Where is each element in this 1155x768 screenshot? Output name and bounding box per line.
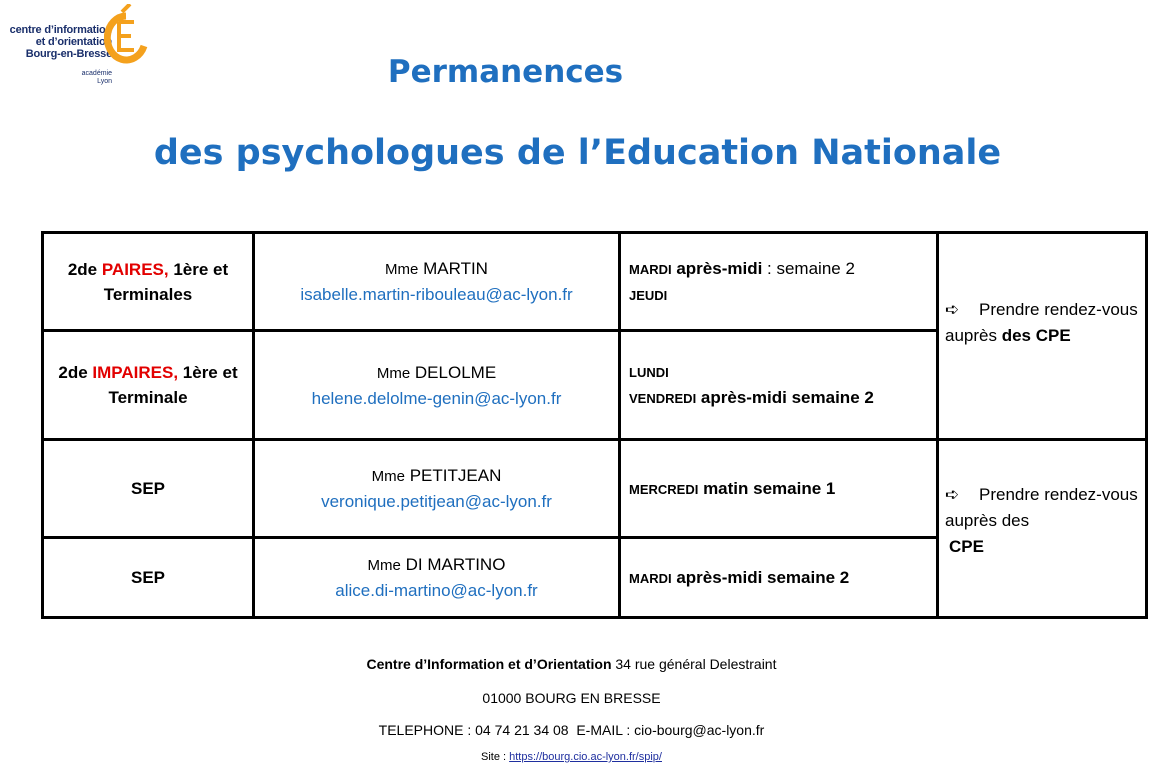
level-suffix: 1ère et Terminale: [108, 363, 238, 407]
rdv-cpe: des CPE: [1001, 326, 1071, 345]
schedule-day: MARDI: [629, 261, 672, 277]
level-prefix: 2de: [67, 259, 102, 279]
logo-line-3: Bourg-en-Bresse: [25, 48, 112, 60]
schedule-cell-2: [618, 329, 939, 441]
schedule-day: LUNDI: [629, 365, 669, 380]
level-cell-3: [41, 438, 255, 539]
level-prefix: 2de: [58, 363, 93, 382]
schedule-cell-4: [618, 536, 939, 619]
schedule-line: [629, 256, 855, 282]
civility: Mme: [367, 557, 401, 574]
surname: DI MARTINO: [405, 555, 506, 574]
psy-name: [372, 463, 502, 489]
site-link[interactable]: https://bourg.cio.ac-lyon.fr/spip/: [509, 751, 662, 763]
schedule-day: JEUDI: [629, 287, 668, 303]
page-title: Permanences: [387, 54, 624, 90]
schedule-line: [629, 476, 835, 502]
footer-org-line: [0, 656, 1149, 672]
arrow-right-icon: ➪: [945, 300, 960, 319]
footer-address: 34 rue général Delestraint: [611, 656, 777, 672]
psy-cell-2: [252, 329, 621, 441]
schedule-cell-3: [618, 438, 939, 539]
level-suffix: 1ère et Terminales: [103, 259, 229, 304]
schedule-line: [629, 282, 667, 308]
civility: Mme: [371, 468, 405, 485]
psy-cell-3: [252, 438, 621, 539]
level-highlight: PAIRES,: [101, 259, 169, 279]
schedule-line: [629, 359, 669, 385]
level-cell-1: [41, 231, 255, 332]
rdv-cpe: CPE: [949, 536, 984, 556]
schedule-line: [629, 565, 849, 591]
email-label: E-MAIL :: [568, 722, 635, 738]
schedule-day: MERCREDI: [629, 481, 699, 497]
rdv-text: [945, 297, 1145, 349]
schedule-time: après-midi semaine 2: [671, 567, 850, 587]
arrow-right-icon: ➪: [945, 484, 960, 504]
logo-line-1: centre d’information: [9, 24, 112, 36]
surname: DELOLME: [414, 362, 497, 382]
schedule-week: : semaine 2: [762, 258, 855, 278]
schedule-day: MARDI: [629, 570, 672, 586]
psy-email-link[interactable]: isabelle.martin-ribouleau@ac-lyon.fr: [300, 285, 573, 304]
schedule-time: après-midi semaine 2: [696, 388, 874, 407]
footer-site-line: [0, 751, 1149, 763]
footer-email[interactable]: cio-bourg@ac-lyon.fr: [634, 722, 765, 738]
surname: MARTIN: [423, 259, 488, 278]
psy-email-link[interactable]: helene.delolme-genin@ac-lyon.fr: [311, 388, 562, 408]
surname: PETITJEAN: [409, 466, 502, 485]
rdv-text: [945, 482, 1145, 560]
level-cell-2: [41, 329, 255, 441]
phone-label: TELEPHONE :: [378, 722, 476, 738]
level-label: SEP: [130, 479, 166, 498]
psy-cell-1: [252, 231, 621, 332]
schedule-time: après-midi: [671, 258, 763, 278]
schedule-line: [629, 385, 874, 411]
footer-city: 01000 BOURG EN BRESSE: [482, 690, 661, 706]
schedule-cell-1: [618, 231, 939, 332]
psy-name: [385, 256, 488, 282]
civility: Mme: [385, 261, 419, 278]
civility: Mme: [376, 364, 411, 382]
logo-lyon: Lyon: [97, 78, 112, 85]
page-subtitle: des psychologues de l’Education Nationale: [153, 133, 1002, 173]
logo-academie: académie: [81, 70, 112, 77]
schedule-day: VENDREDI: [629, 391, 697, 406]
psy-email-link[interactable]: veronique.petitjean@ac-lyon.fr: [321, 492, 552, 511]
site-label: Site :: [481, 751, 510, 763]
logo-line-2: et d’orientation: [35, 36, 112, 48]
level-highlight: IMPAIRES,: [92, 363, 179, 382]
psy-cell-4: [252, 536, 621, 619]
rdv-label: Prendre rendez-vous auprès des: [945, 484, 1138, 530]
psy-name: [368, 552, 506, 578]
level-cell-4: [41, 536, 255, 619]
level-label: SEP: [130, 568, 166, 587]
rdv-cell-2: [936, 438, 1148, 619]
psy-email-link[interactable]: alice.di-martino@ac-lyon.fr: [335, 581, 538, 600]
rdv-label: Prendre rendez-vous auprès: [945, 300, 1138, 345]
footer-contact-line: [0, 722, 1149, 738]
phone-number: 04 74 21 34 08: [475, 722, 569, 738]
rdv-cell-1: [936, 231, 1148, 441]
schedule-time: matin semaine 1: [698, 478, 836, 498]
footer-org: Centre d’Information et d’Orientation: [366, 656, 612, 672]
psy-name: [377, 360, 496, 386]
